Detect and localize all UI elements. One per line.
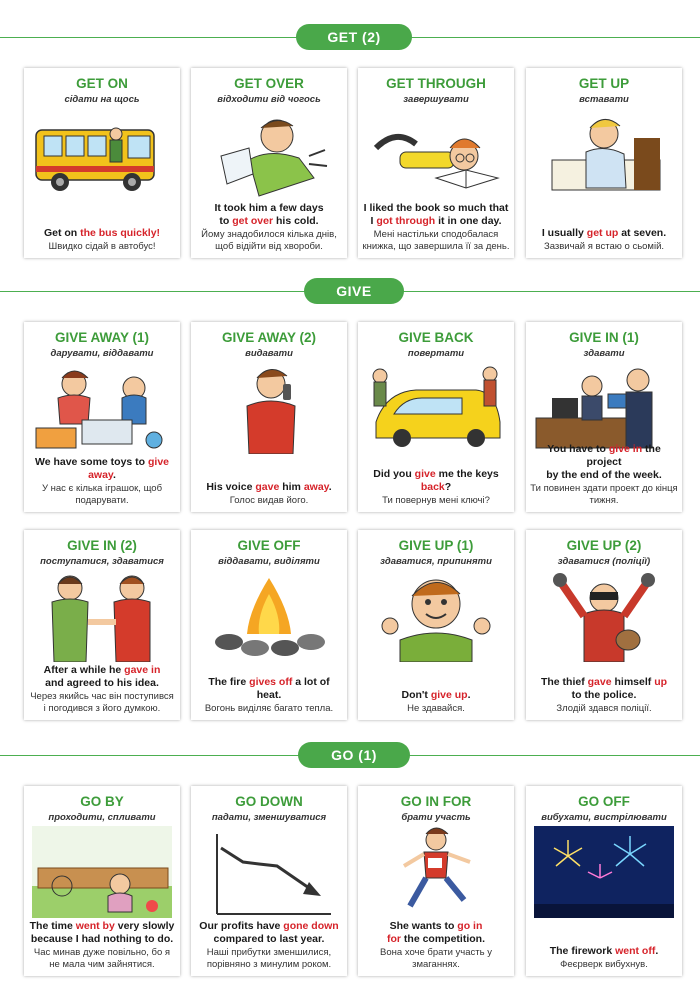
example-line: by the end of the week. bbox=[546, 469, 662, 481]
card-example bbox=[530, 443, 678, 506]
card-give-back bbox=[358, 322, 514, 512]
card-translation: віддавати, виділяти bbox=[218, 556, 320, 567]
example-translation: Вона хоче брати участь у змаганнях. bbox=[380, 947, 492, 970]
example-translation: Не здавайся. bbox=[407, 702, 465, 714]
card-translation: проходити, спливати bbox=[48, 812, 156, 823]
example-translation: Мені настільки сподобалася книжка, що завершила її за день. bbox=[362, 229, 510, 252]
card-translation: дарувати, віддавати bbox=[50, 348, 154, 359]
card-example bbox=[195, 481, 343, 507]
card-example bbox=[530, 945, 678, 971]
card-give-away-1 bbox=[24, 322, 180, 512]
card-example bbox=[28, 664, 176, 714]
card-title: GO OFF bbox=[578, 794, 630, 809]
card-go-off bbox=[526, 786, 682, 976]
card-example bbox=[195, 676, 343, 715]
example-line: to the police. bbox=[571, 688, 637, 701]
card-illustration bbox=[366, 362, 506, 454]
card-go-in-for bbox=[358, 786, 514, 976]
card-example bbox=[362, 689, 510, 715]
card-give-away-2 bbox=[191, 322, 347, 512]
example-line: It took him a few days bbox=[214, 202, 324, 214]
example-line: The thief gave himself up bbox=[540, 675, 668, 688]
example-line: The fire gives off a lot of heat. bbox=[208, 675, 330, 701]
example-line: The firework went off. bbox=[549, 944, 659, 957]
card-title: GIVE IN (2) bbox=[67, 538, 137, 553]
card-title: GET THROUGH bbox=[386, 76, 486, 91]
example-line: You have to give in the project bbox=[547, 443, 661, 468]
card-translation: завершувати bbox=[403, 94, 469, 105]
card-title: GIVE AWAY (1) bbox=[54, 330, 150, 345]
card-illustration bbox=[534, 570, 674, 662]
example-translation: Феєрверк вибухнув. bbox=[560, 958, 648, 970]
example-line: Get on the bus quickly! bbox=[43, 226, 161, 239]
card-get-through bbox=[358, 68, 514, 258]
example-line: to get over his cold. bbox=[219, 215, 319, 227]
card-title: GIVE BACK bbox=[398, 330, 474, 345]
card-translation: здаватися (поліції) bbox=[557, 556, 651, 567]
card-title: GET UP bbox=[578, 76, 630, 91]
card-translation: видавати bbox=[245, 348, 293, 359]
card-example bbox=[362, 920, 510, 970]
example-line: for the competition. bbox=[387, 933, 485, 945]
example-line: I liked the book so much that bbox=[363, 202, 509, 214]
example-line: After a while he gave in bbox=[43, 664, 161, 676]
example-translation: Ти повинен здати проект до кінця тижня. bbox=[530, 483, 678, 506]
card-example bbox=[195, 920, 343, 970]
example-line: and agreed to his idea. bbox=[45, 677, 159, 689]
card-example bbox=[28, 920, 176, 970]
card-get-up bbox=[526, 68, 682, 258]
card-title: GIVE IN (1) bbox=[569, 330, 639, 345]
example-line: His voice gave him away. bbox=[206, 480, 332, 493]
card-get-on bbox=[24, 68, 180, 258]
example-translation: Швидко сідай в автобус! bbox=[48, 240, 156, 252]
example-translation: Голос видав його. bbox=[229, 494, 309, 506]
card-translation: поступатися, здаватися bbox=[40, 556, 164, 567]
card-translation: здавати bbox=[583, 348, 625, 359]
example-line: She wants to go in bbox=[389, 920, 483, 932]
card-title: GO IN FOR bbox=[400, 794, 472, 809]
card-example bbox=[530, 676, 678, 715]
card-give-up-1 bbox=[358, 530, 514, 720]
example-line: compared to last year. bbox=[213, 933, 325, 945]
card-illustration bbox=[32, 570, 172, 662]
card-illustration bbox=[199, 570, 339, 662]
card-give-off bbox=[191, 530, 347, 720]
example-translation: Вогонь виділяє багато тепла. bbox=[204, 702, 334, 714]
example-translation: У нас є кілька іграшок, щоб подарувати. bbox=[41, 483, 163, 506]
card-example bbox=[28, 456, 176, 506]
example-line: Did you give me the keys back? bbox=[373, 467, 499, 493]
card-illustration bbox=[534, 108, 674, 200]
card-example bbox=[28, 227, 176, 253]
card-illustration bbox=[32, 826, 172, 918]
card-title: GIVE UP (1) bbox=[398, 538, 474, 553]
card-illustration bbox=[366, 570, 506, 662]
card-translation: сідати на щось bbox=[64, 94, 140, 105]
section-label-get-2: GET (2) bbox=[296, 24, 412, 50]
example-translation: Йому знадобилося кілька днів, щоб відійти від хвороби. bbox=[201, 229, 337, 252]
card-example bbox=[195, 202, 343, 252]
card-example bbox=[530, 227, 678, 253]
card-illustration bbox=[534, 826, 674, 918]
example-translation: Через якийсь час він поступився і погодився з його думкою. bbox=[30, 691, 174, 714]
card-title: GIVE AWAY (2) bbox=[221, 330, 317, 345]
card-translation: вставати bbox=[579, 94, 629, 105]
card-translation: вибухати, вистрілювати bbox=[541, 812, 667, 823]
example-line: We have some toys to give away. bbox=[34, 456, 170, 481]
example-translation: Ти повернув мені ключі? bbox=[382, 494, 490, 506]
card-example bbox=[362, 468, 510, 507]
card-title: GET OVER bbox=[234, 76, 304, 91]
card-illustration bbox=[32, 108, 172, 200]
card-translation: відходити від чогось bbox=[217, 94, 321, 105]
card-example bbox=[362, 202, 510, 252]
card-title: GIVE OFF bbox=[237, 538, 301, 553]
section-label-give: GIVE bbox=[304, 278, 404, 304]
card-go-by bbox=[24, 786, 180, 976]
example-translation: Наші прибутки зменшилися, порівняно з минулим роком. bbox=[206, 947, 332, 970]
example-line: The time went by very slowly bbox=[29, 920, 175, 932]
example-translation: Зазвичай я встаю о сьомій. bbox=[543, 240, 665, 252]
card-give-in-2 bbox=[24, 530, 180, 720]
card-title: GIVE UP (2) bbox=[566, 538, 642, 553]
card-illustration bbox=[199, 826, 339, 918]
card-give-in-1 bbox=[526, 322, 682, 512]
card-title: GO BY bbox=[80, 794, 124, 809]
card-illustration bbox=[32, 362, 172, 454]
section-label-go-1: GO (1) bbox=[298, 742, 410, 768]
card-illustration bbox=[534, 362, 674, 454]
example-line: because I had nothing to do. bbox=[30, 933, 174, 945]
card-illustration bbox=[366, 108, 506, 200]
card-illustration bbox=[366, 826, 506, 918]
card-illustration bbox=[199, 362, 339, 454]
example-translation: Злодій здався поліції. bbox=[556, 702, 652, 714]
card-title: GO DOWN bbox=[235, 794, 303, 809]
example-line: Don't give up. bbox=[401, 688, 471, 701]
card-give-up-2 bbox=[526, 530, 682, 720]
example-line: I got through it in one day. bbox=[370, 215, 502, 227]
card-translation: здаватися, припиняти bbox=[380, 556, 492, 567]
card-translation: брати участь bbox=[401, 812, 471, 823]
card-illustration bbox=[199, 108, 339, 200]
card-go-down bbox=[191, 786, 347, 976]
card-title: GET ON bbox=[76, 76, 128, 91]
card-get-over bbox=[191, 68, 347, 258]
example-line: I usually get up at seven. bbox=[541, 226, 667, 239]
example-translation: Час минав дуже повільно, бо я не мала чим зайнятися. bbox=[33, 947, 171, 970]
card-translation: падати, зменшуватися bbox=[211, 812, 327, 823]
card-translation: повертати bbox=[407, 348, 465, 359]
example-line: Our profits have gone down bbox=[199, 920, 339, 932]
